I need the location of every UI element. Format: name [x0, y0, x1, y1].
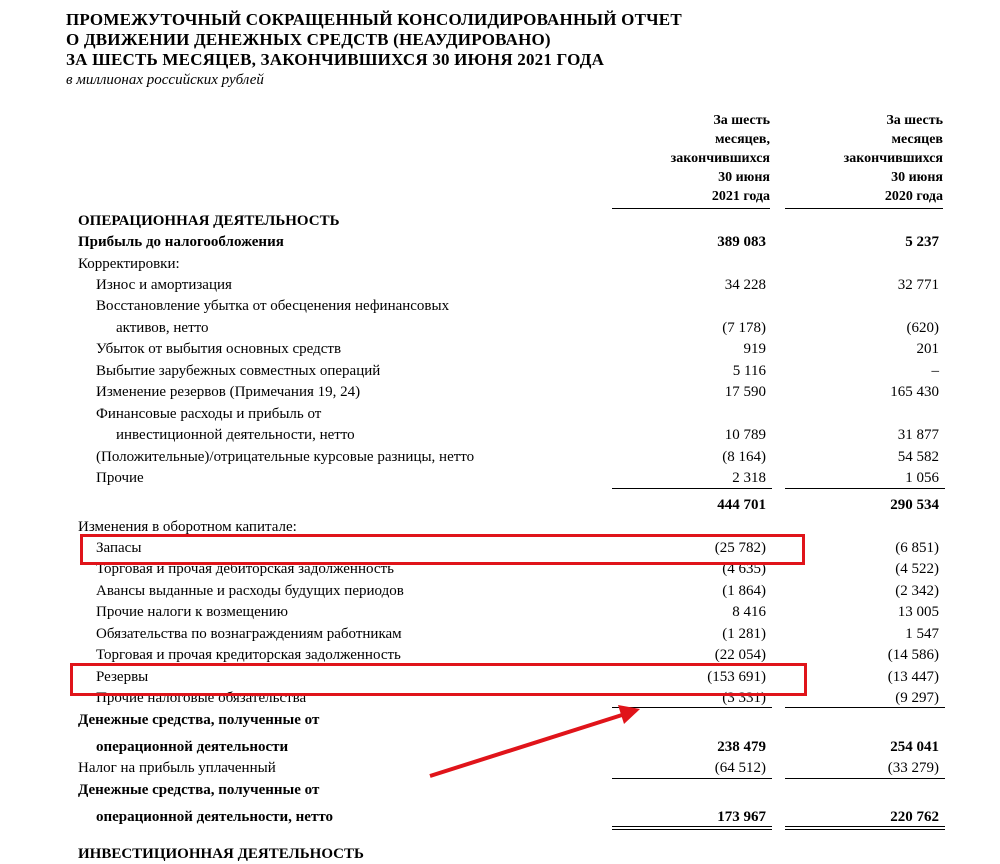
column-header-2020: За шесть месяцев закончившихся 30 июня 2020 года	[785, 111, 943, 209]
subtotal-rule	[785, 778, 945, 779]
highlight-box-inventories	[80, 534, 805, 565]
report-title-line-2: О ДВИЖЕНИИ ДЕНЕЖНЫХ СРЕДСТВ (НЕАУДИРОВАНО)	[66, 30, 551, 49]
subtotal-rule	[612, 488, 772, 489]
table-row: Убыток от выбытия основных средств 919 201	[96, 341, 939, 357]
report-subtitle: в миллионах российских рублей	[66, 72, 264, 88]
total-double-rule	[612, 826, 772, 830]
subtotal-rule	[785, 488, 945, 489]
table-row: Корректировки:	[78, 256, 180, 272]
table-row: Денежные средства, полученные от	[78, 712, 320, 728]
table-row: Финансовые расходы и прибыль от	[96, 406, 322, 422]
table-row: Восстановление убытка от обесценения нефинансовых	[96, 298, 450, 314]
total-double-rule	[785, 826, 945, 830]
table-row	[0, 211, 1000, 231]
table-row: Торговая и прочая кредиторская задолженность (22 054) (14 586)	[96, 647, 939, 663]
table-row: Изменение резервов (Примечания 19, 24) 17 590 165 430	[96, 384, 939, 400]
table-row: Обязательства по вознаграждениям работникам (1 281) 1 547	[96, 626, 939, 642]
table-row: Прочие налоговые обязательства (3 331) (9 297)	[96, 690, 939, 706]
report-title-line-1: ПРОМЕЖУТОЧНЫЙ СОКРАЩЕННЫЙ КОНСОЛИДИРОВАННЫЙ ОТЧЕТ	[66, 10, 682, 29]
highlight-box-provisions	[70, 663, 807, 696]
table-row: Торговая и прочая дебиторская задолженность (4 635) (4 522)	[96, 561, 939, 577]
table-row: Запасы (25 782) (6 851)	[96, 540, 939, 556]
table-row: Изменения в оборотном капитале:	[78, 519, 297, 535]
report-title-line-3: ЗА ШЕСТЬ МЕСЯЦЕВ, ЗАКОНЧИВШИХСЯ 30 ИЮНЯ 2021 ГОДА	[66, 50, 605, 69]
table-row: Износ и амортизация 34 228 32 771	[96, 277, 939, 293]
table-row: операционной деятельности 238 479 254 041	[96, 739, 939, 755]
table-row: инвестиционной деятельности, нетто 10 789 31 877	[116, 427, 939, 443]
table-row: Авансы выданные и расходы будущих периодов (1 864) (2 342)	[96, 583, 939, 599]
table-row: Резервы (153 691) (13 447)	[96, 669, 939, 685]
table-row: операционной деятельности, нетто 173 967 220 762	[96, 809, 939, 825]
table-row: Прочие 2 318 1 056	[96, 470, 939, 486]
table-row: Прибыль до налогообложения 389 083 5 237	[78, 234, 939, 250]
table-row: активов, нетто (7 178) (620)	[116, 320, 939, 336]
section-heading-investing: ИНВЕСТИЦИОННАЯ ДЕЯТЕЛЬНОСТЬ	[78, 846, 364, 862]
section-heading-operating: ОПЕРАЦИОННАЯ ДЕЯТЕЛЬНОСТЬ	[78, 213, 340, 229]
table-row: Налог на прибыль уплаченный (64 512) (33 279)	[78, 760, 939, 776]
subtotal-row: 444 701 290 534	[717, 497, 939, 513]
table-row: Выбытие зарубежных совместных операций 5 116 –	[96, 363, 939, 379]
table-row: Прочие налоги к возмещению 8 416 13 005	[96, 604, 939, 620]
table-row: Денежные средства, полученные от	[78, 782, 320, 798]
subtotal-rule	[612, 707, 772, 708]
subtotal-rule	[612, 778, 772, 779]
column-header-2021: За шесть месяцев, закончившихся 30 июня 2021 года	[612, 111, 770, 209]
subtotal-rule	[785, 707, 945, 708]
table-row	[0, 844, 1000, 864]
table-row: (Положительные)/отрицательные курсовые разницы, нетто (8 164) 54 582	[96, 449, 939, 465]
